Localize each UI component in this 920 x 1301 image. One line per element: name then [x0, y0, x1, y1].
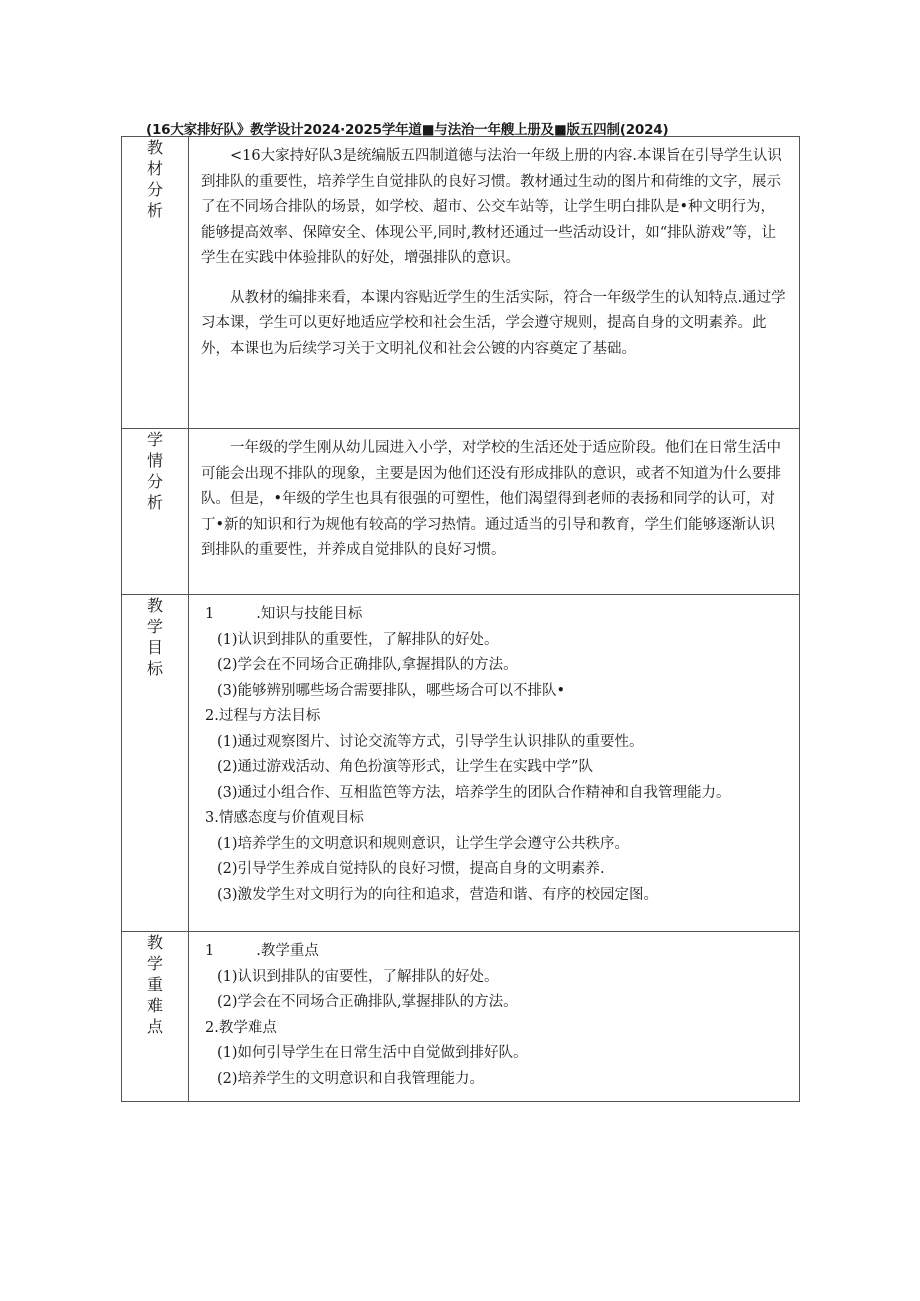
goal-item: (3)能够辨别哪些场合需要排队，哪些场合可以不排队•: [217, 682, 566, 699]
content-key-points: [189, 932, 800, 1102]
goal-item: (2)学会在不同场合正确排队,拿握揖队的方法。: [217, 657, 518, 673]
keypoint-item: (2)学会在不同场合正确排队,掌握排队的方法。: [217, 994, 518, 1010]
label-material-analysis: 教材分析: [122, 137, 189, 429]
row-material-analysis: [122, 137, 800, 429]
goal-item: (1)培养学生的文明意识和规则意识，让学生学会遵守公共秩序。: [217, 835, 630, 852]
label-teaching-goals: 教学目标: [122, 595, 189, 932]
keypoint-item: (1)如何引导学生在日常生活中自觉做到排好队。: [217, 1045, 528, 1061]
goals-heading-2: 2.过程与方法目标: [205, 708, 321, 724]
goals-heading-3: 3.情感态度与价值观目标: [205, 810, 364, 826]
keypoint-item: (2)培养学生的文明意识和自我管理能力。: [217, 1070, 485, 1087]
material-paragraph-2: 从教材的编排来看，本课内容贴近学生的生活实际，符合一年级学生的认知特点.通过学习本课，学生可以更好地适应学校和社会生活，学会遵守规则，提高自身的文明素养。此外，本课也为后续学习关于文明礼仪和社会公镀的内容奠定了基础。: [201, 289, 786, 357]
row-key-points: [122, 932, 800, 1102]
lesson-plan-table: [121, 136, 800, 1102]
document-title: (16大家排好队》教学设计2024·2025学年道■与法治一年艘上册及■版五四制(2024): [146, 122, 669, 138]
keypoints-heading-1: 1 .教学重点: [205, 943, 319, 959]
goal-item: (2)通过游戏活动、角色扮演等形式，让学生在实践中学”队: [217, 759, 593, 775]
goal-item: (3)通过小组合作、互相监笆等方法，培养学生的团队合作精神和自我管理能力。: [217, 784, 731, 801]
content-student-analysis: [189, 429, 800, 595]
goal-item: (2)引导学生养成自觉持队的良好习惯，提高自身的文明素养.: [217, 861, 605, 877]
keypoint-item: (1)认识到排队的宙要性，了解排队的好处。: [217, 968, 499, 985]
label-student-analysis: 学情分析: [122, 429, 189, 595]
goal-item: (3)激发学生对文明行为的向往和追求，营造和谐、有序的校园定图。: [217, 886, 659, 903]
goal-item: (1)认识到排队的重要性，了解排队的好处。: [217, 631, 499, 648]
row-teaching-goals: [122, 595, 800, 932]
content-teaching-goals: [189, 595, 800, 932]
label-key-points: 教学重难点: [122, 932, 189, 1102]
content-material-analysis: [189, 137, 800, 429]
goals-heading-1: 1 .知识与技能目标: [205, 606, 363, 622]
goal-item: (1)通过观察图片、讨论交流等方式，引导学生认识排队的重要性。: [217, 733, 644, 750]
keypoints-heading-2: 2.教学难点: [205, 1019, 277, 1036]
student-paragraph: 一年级的学生刚从幼儿园进入小学，对学校的生活还处于适应阶段。他们在日常生活中可能会出现不排队的现象，主要是因为他们还没有形成排队的意识，或者不知道为什么要排队。但是，•年级的学生也具有很强的可塑性，他们渴望得到老师的表扬和同学的认可，对丁•新的知识和行为规他有较高的学习热情。通过适当的引导和教育，学生们能够逐渐认识到排队的重要性，并养成自觉排队的良好习惯。: [201, 440, 781, 558]
material-paragraph-1: <16大家持好队3是统编版五四制道德与法治一年级上册的内容.本课旨在引导学生认识到排队的重要性，培养学生自觉排队的良好习惯。教材通过生动的图片和荷维的文字，展示了在不同场合排队的场景，如学校、超市、公交车站等，让学生明白排队是•种文明行为，能够提高效率、保障安全、体现公平,同时,教材还通过一些活动设计，如“排队游戏”等，让学生在实践中体验排队的好处，增强排队的意识。: [201, 148, 782, 266]
row-student-analysis: [122, 429, 800, 595]
